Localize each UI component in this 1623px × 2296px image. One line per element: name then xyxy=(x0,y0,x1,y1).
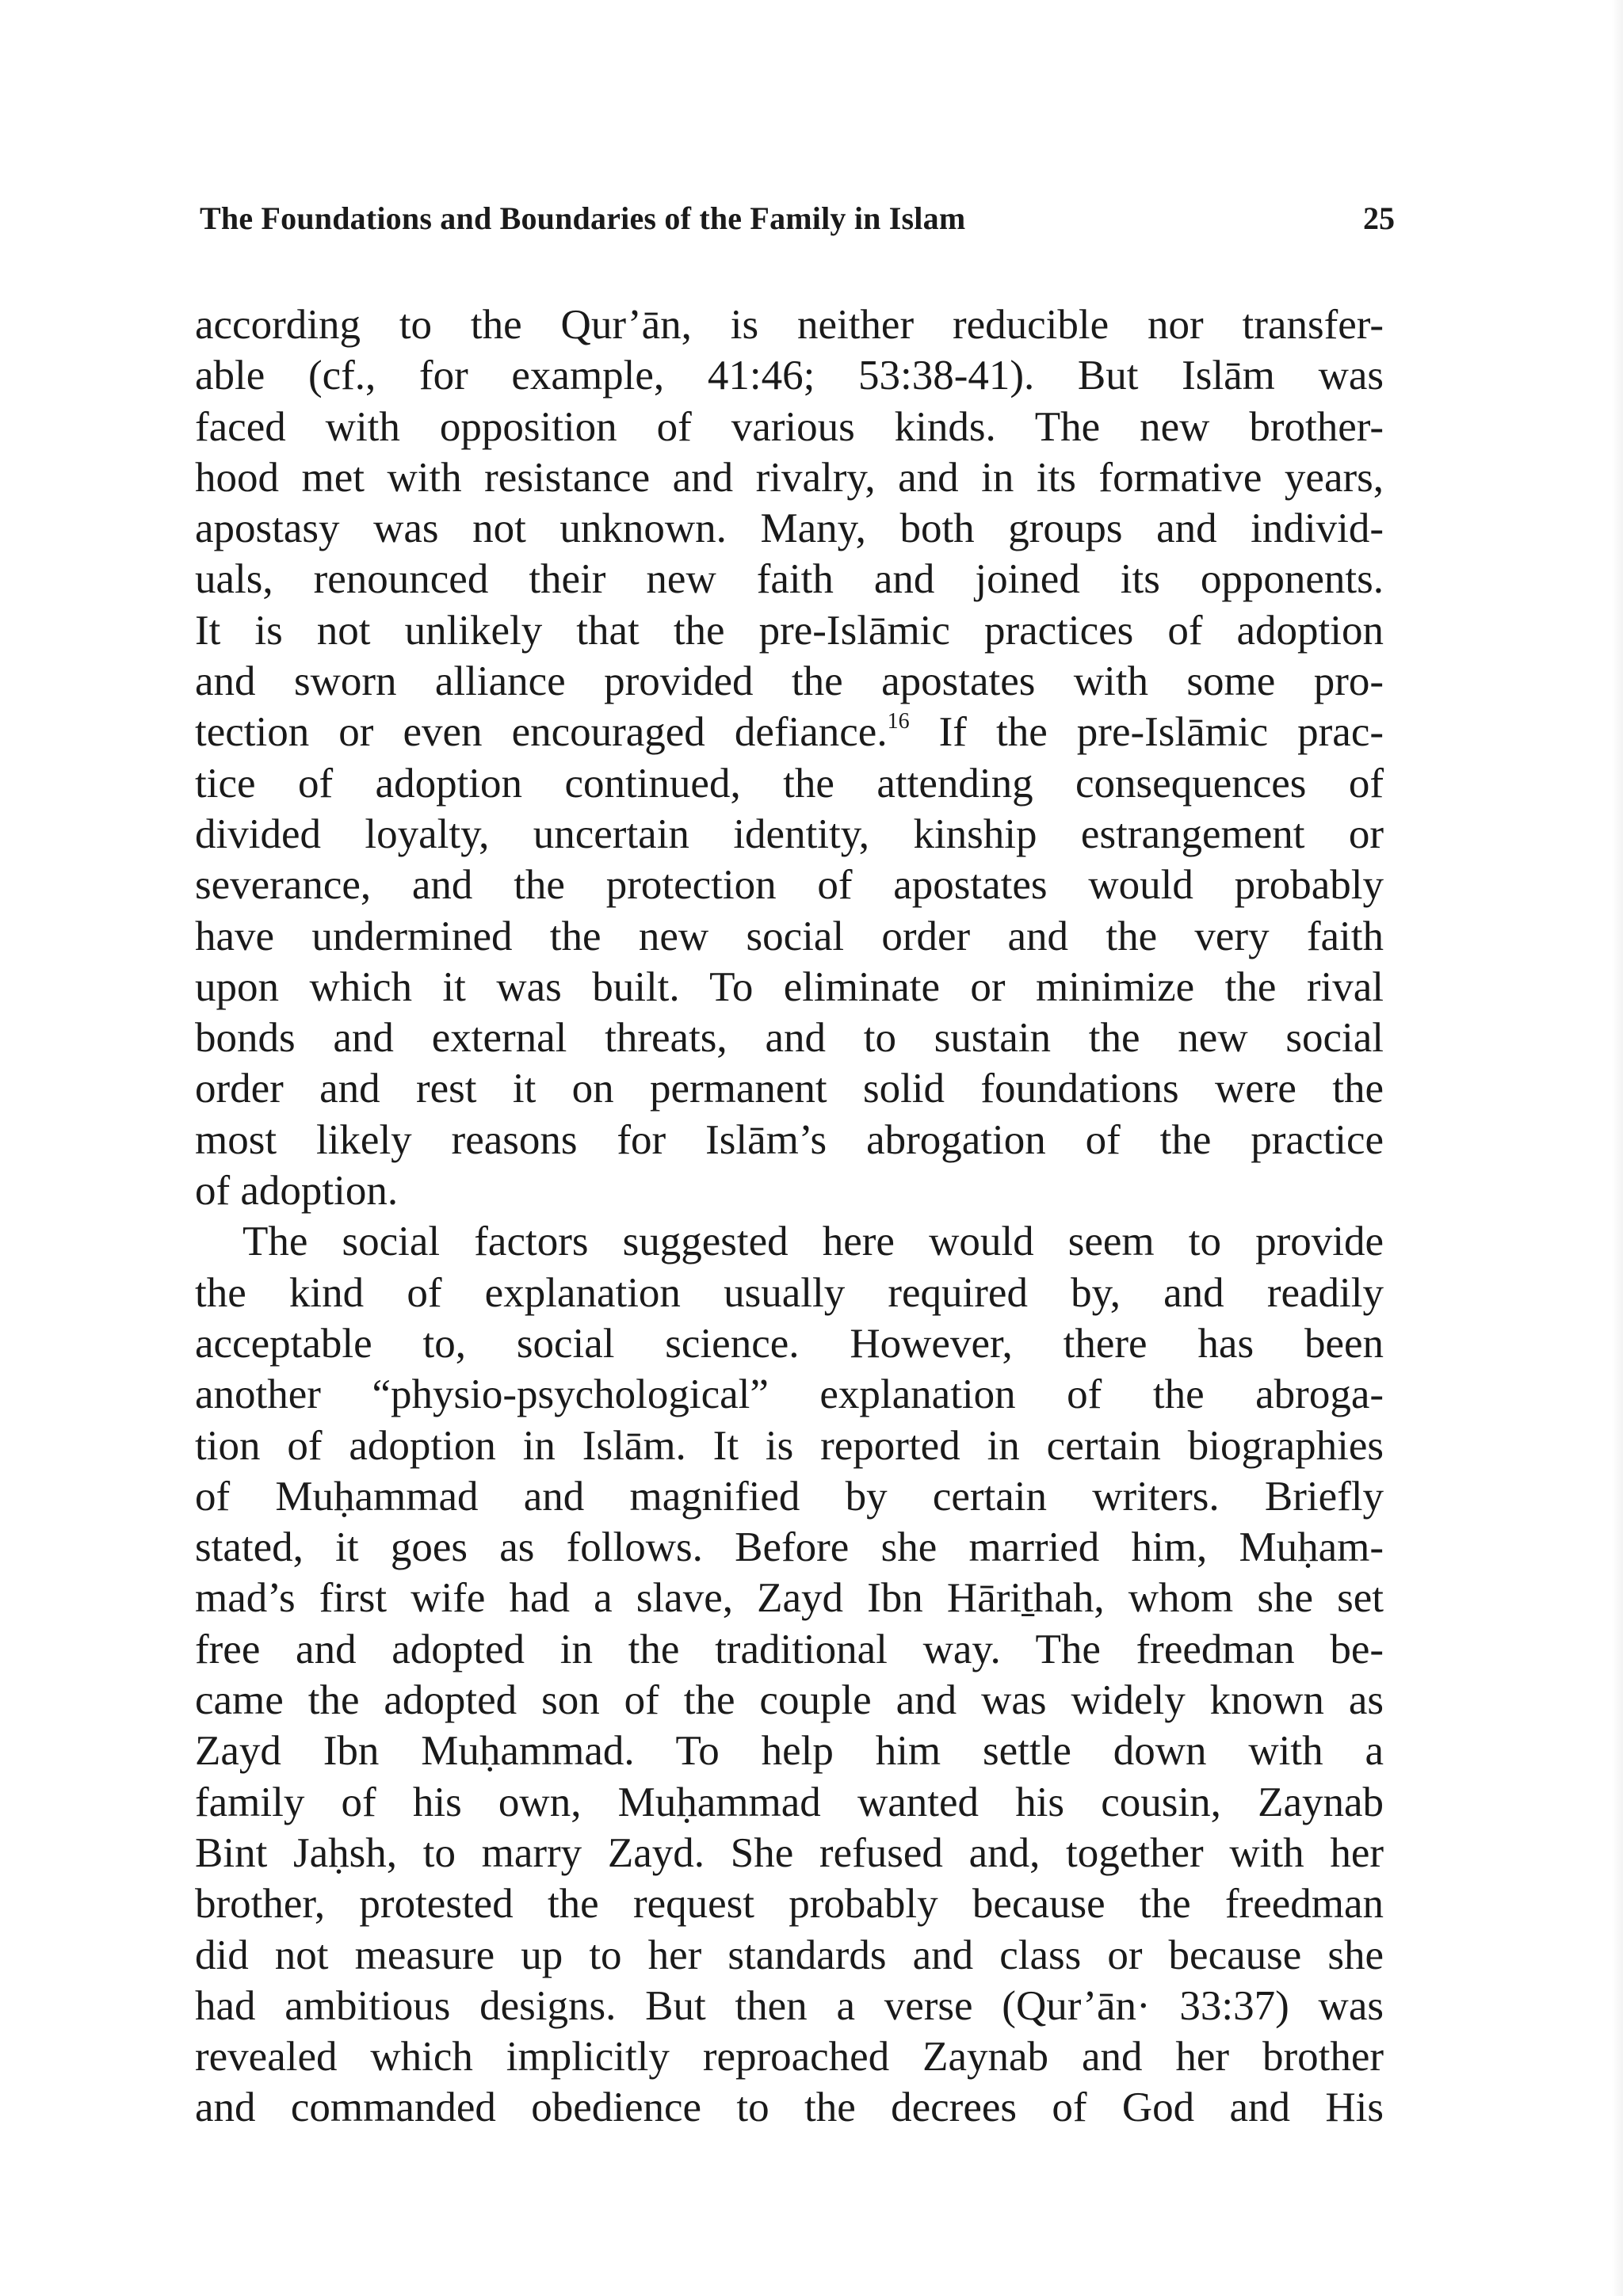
text-line: severance, and the protection of apostates would probably xyxy=(195,862,1384,909)
text-line: revealed which implicitly reproached Zaynab and her brother xyxy=(195,2034,1384,2081)
text-line: stated, it goes as follows. Before she married him, Muḥam- xyxy=(195,1524,1384,1571)
text-line: tion of adoption in Islām. It is reported in certain biographies xyxy=(195,1422,1384,1469)
running-head xyxy=(200,200,1395,247)
text-line: Zayd Ibn Muḥammad. To help him settle down with a xyxy=(195,1728,1384,1775)
paragraph-1 xyxy=(195,299,1384,1216)
text-line: came the adopted son of the couple and was widely known as xyxy=(195,1677,1384,1724)
footnote-marker: 16 xyxy=(887,709,910,734)
text-line: acceptable to, social science. However, there has been xyxy=(195,1320,1384,1367)
text-line: divided loyalty, uncertain identity, kinship estrangement or xyxy=(195,810,1384,857)
text-line-with-footnote xyxy=(195,707,1384,757)
text-line: of adoption. xyxy=(195,1168,399,1215)
text-line: have undermined the new social order and the very faith xyxy=(195,913,1384,959)
text-line: another “physio-psychological” explanation of the abroga- xyxy=(195,1371,1384,1418)
text-line: mad’s first wife had a slave, Zayd Ibn Hāriṯhah, whom she set xyxy=(195,1575,1384,1622)
text-line: brother, protested the request probably because the freedman xyxy=(195,1881,1384,1928)
text-line: family of his own, Muḥammad wanted his cousin, Zaynab xyxy=(195,1779,1384,1825)
text-line: order and rest it on permanent solid foundations were the xyxy=(195,1066,1384,1112)
text-line: bonds and external threats, and to sustain the new social xyxy=(195,1015,1384,1062)
body-text xyxy=(195,299,1384,2134)
text-line: tice of adoption continued, the attending consequences of xyxy=(195,760,1384,807)
text-line: faced with opposition of various kinds. The new brother- xyxy=(195,403,1384,450)
page-number: 25 xyxy=(1363,200,1395,236)
line-text-after-note: If the pre-Islāmic prac- xyxy=(909,709,1384,756)
text-line: most likely reasons for Islām’s abrogation of the practice xyxy=(195,1116,1384,1163)
text-line: apostasy was not unknown. Many, both groups and individ- xyxy=(195,505,1384,552)
text-line: hood met with resistance and rivalry, and in its formative years, xyxy=(195,454,1384,501)
text-line: It is not unlikely that the pre-Islāmic practices of adoption xyxy=(195,607,1384,654)
text-line: the kind of explanation usually required by, and readily xyxy=(195,1269,1384,1316)
text-line: had ambitious designs. But then a verse (Qur’ān· 33:37) was xyxy=(195,1982,1384,2029)
text-line: and commanded obedience to the decrees of God and His xyxy=(195,2084,1384,2131)
text-line: The social factors suggested here would seem to provide xyxy=(242,1219,1384,1265)
text-line: upon which it was built. To eliminate or minimize the rival xyxy=(195,963,1384,1010)
paragraph-2 xyxy=(195,1216,1384,2133)
line-text-before-note: tection or even encouraged defiance. xyxy=(195,709,888,756)
text-line: able (cf., for example, 41:46; 53:38-41). But Islām was xyxy=(195,353,1384,399)
text-line: of Muḥammad and magnified by certain writers. Briefly xyxy=(195,1473,1384,1520)
scan-edge xyxy=(1612,0,1623,2296)
text-line: uals, renounced their new faith and joined its opponents. xyxy=(195,556,1384,603)
running-title: The Foundations and Boundaries of the Family in Islam xyxy=(200,200,966,236)
text-line: and sworn alliance provided the apostates with some pro- xyxy=(195,658,1384,705)
text-line: Bint Jaḥsh, to marry Zayd. She refused and, together with her xyxy=(195,1829,1384,1876)
text-line: did not measure up to her standards and class or because she xyxy=(195,1932,1384,1978)
text-line: free and adopted in the traditional way. The freedman be- xyxy=(195,1626,1384,1672)
text-line: according to the Qur’ān, is neither reducible nor transfer- xyxy=(195,302,1384,348)
